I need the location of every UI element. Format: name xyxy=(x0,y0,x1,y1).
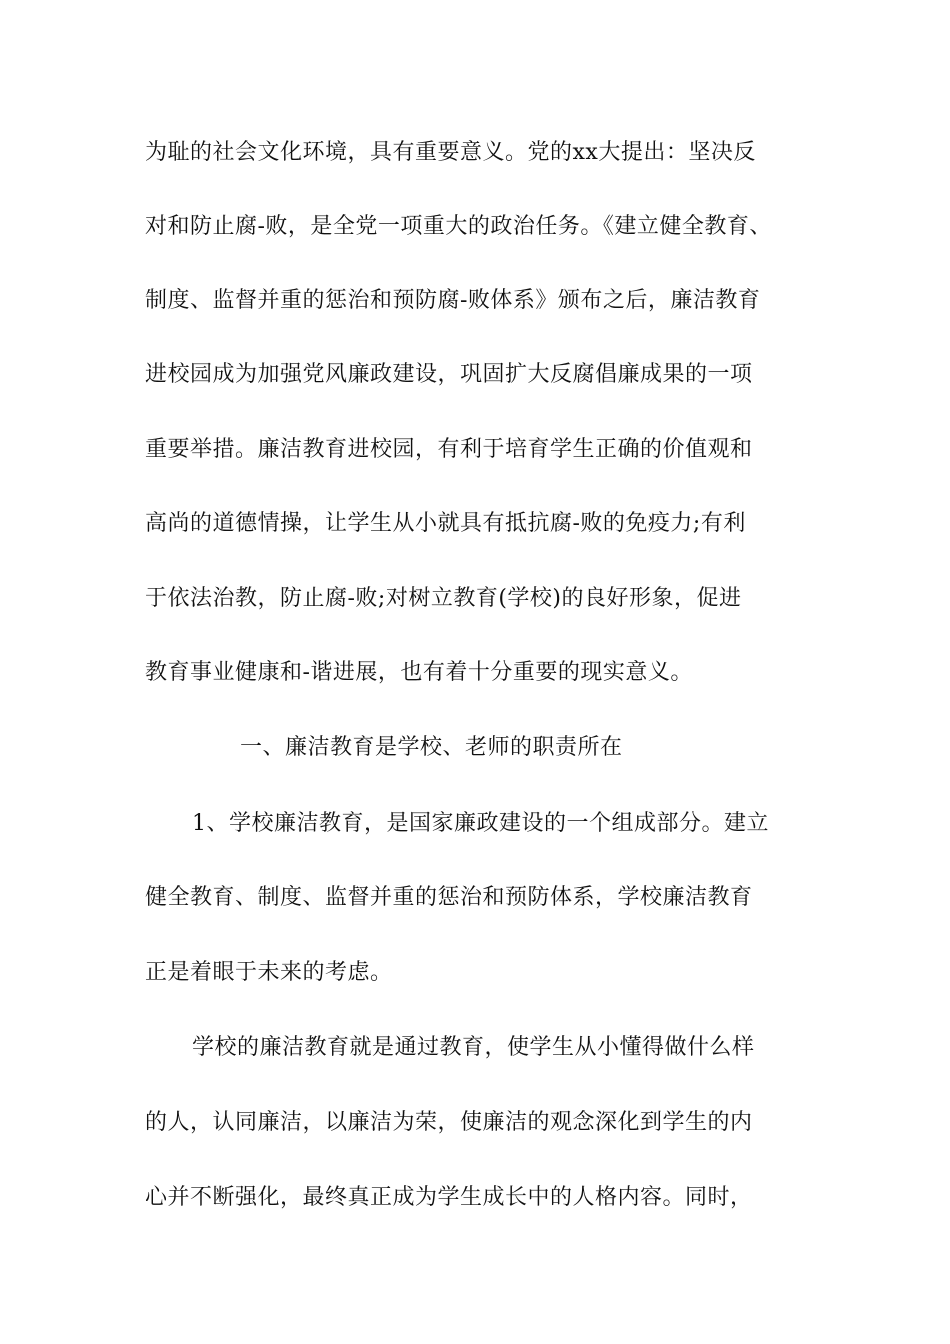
text-line: 健全教育、制度、监督并重的惩治和预防体系，学校廉洁教育 xyxy=(145,885,753,910)
text-line: 的人，认同廉洁，以廉洁为荣，使廉洁的观念深化到学生的内 xyxy=(145,1110,753,1135)
paragraph-first-line: 1、学校廉洁教育，是国家廉政建设的一个组成部分。建立 xyxy=(192,811,769,836)
text-line: 进校园成为加强党风廉政建设，巩固扩大反腐倡廉成果的一项 xyxy=(145,362,753,387)
text-line: 于依法治教，防止腐-败;对树立教育(学校)的良好形象，促进 xyxy=(145,586,742,611)
text-line: 教育事业健康和-谐进展，也有着十分重要的现实意义。 xyxy=(145,660,693,685)
text-line: 对和防止腐-败，是全党一项重大的政治任务。《建立健全教育、 xyxy=(145,214,772,239)
text-line: 正是着眼于未来的考虑。 xyxy=(145,960,393,985)
text-line: 为耻的社会文化环境，具有重要意义。党的xx大提出：坚决反 xyxy=(145,140,756,165)
text-line: 高尚的道德情操，让学生从小就具有抵抗腐-败的免疫力;有利 xyxy=(145,511,746,536)
text-line: 心并不断强化，最终真正成为学生成长中的人格内容。同时， xyxy=(145,1185,753,1210)
section-heading: 一、廉洁教育是学校、老师的职责所在 xyxy=(240,735,623,760)
text-line: 重要举措。廉洁教育进校园，有利于培育学生正确的价值观和 xyxy=(145,437,753,462)
text-line: 制度、监督并重的惩治和预防腐-败体系》颁布之后，廉洁教育 xyxy=(145,288,761,313)
paragraph-first-line: 学校的廉洁教育就是通过教育，使学生从小懂得做什么样 xyxy=(192,1035,755,1060)
